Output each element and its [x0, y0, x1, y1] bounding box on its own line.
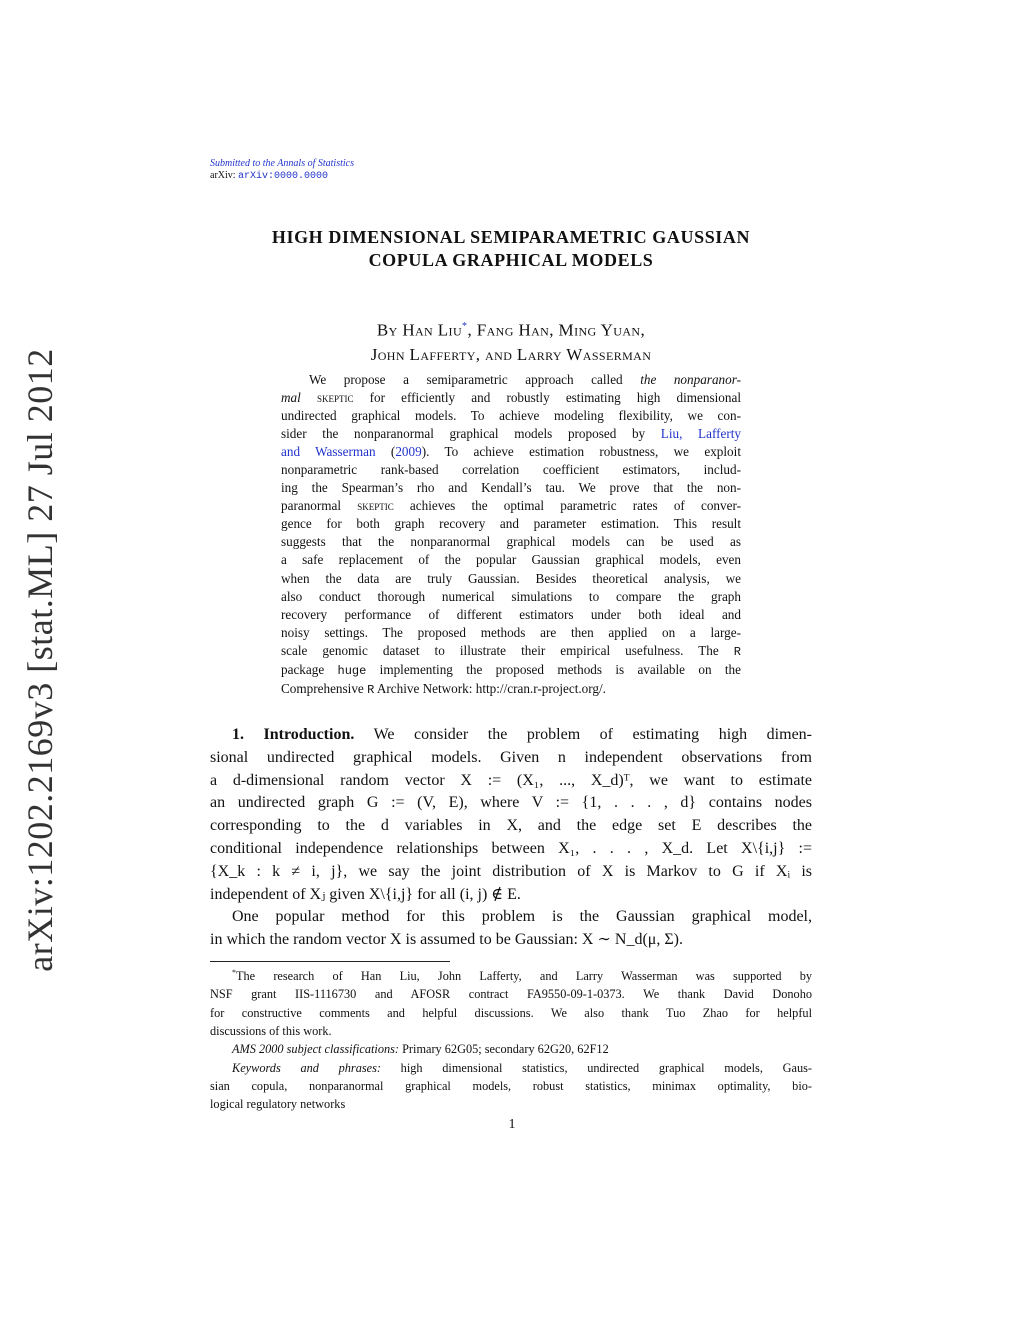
paper-title [210, 226, 812, 272]
arxiv-side-stamp-text: arXiv:1202.2169v3 [stat.ML] 27 Jul 2012 [20, 348, 60, 972]
arxiv-side-stamp [20, 348, 60, 972]
intro-line: independent of Xⱼ given X\{i,j} for all (i, j) ∉ E. [210, 885, 521, 903]
section-heading: 1. Introduction. [232, 726, 355, 743]
author-line-1: By Han Liu*, Fang Han, Ming Yuan, [376, 320, 646, 340]
footnote-line: NSF grant IIS-1116730 and AFOSR contract FA9550-09-1-0373. We thank David Donoho [210, 987, 812, 1002]
citation-year-link[interactable]: 2009 [395, 444, 422, 460]
footnote-divider [210, 961, 450, 962]
abstract-line: scale genomic dataset to illustrate their empirical usefulness. The R [281, 642, 741, 659]
abstract-line: when the data are truly Gaussian. Besides theoretical analysis, we [281, 570, 741, 586]
keywords-line: Keywords and phrases: high dimensional statistics, undirected graphical models, Gaus- [232, 1060, 812, 1075]
intro-line: in which the random vector X is assumed to be Gaussian: X ∼ N_d(μ, Σ). [210, 931, 683, 949]
abstract-line: nonparametric rank-based correlation coefficient estimators, includ- [281, 462, 741, 478]
intro-line: corresponding to the d variables in X, and the edge set E describes the [210, 817, 812, 835]
intro-line: a d-dimensional random vector X := (X₁, ..., X_d)ᵀ, we want to estimate [210, 771, 812, 789]
abstract-line: a safe replacement of the popular Gaussian graphical models, even [281, 552, 741, 568]
keywords-line: logical regulatory networks [210, 1097, 346, 1112]
ams-classification: AMS 2000 subject classifications: Primary 62G05; secondary 62G20, 62F12 [232, 1042, 609, 1057]
abstract-line: package huge implementing the proposed methods is available on the [281, 661, 741, 678]
abstract-line: undirected graphical models. To achieve modeling flexibility, we con- [281, 408, 741, 424]
intro-line: 1. Introduction. We consider the problem of estimating high dimen- [232, 726, 812, 743]
keywords-line: sian copula, nonparanormal graphical models, robust statistics, minimax optimality, bio- [210, 1078, 812, 1093]
journal-header [210, 158, 354, 183]
title-line-2: COPULA GRAPHICAL MODELS [368, 250, 654, 270]
introduction-section [210, 724, 812, 952]
arxiv-line: arXiv: arXiv:0000.0000 [210, 170, 329, 182]
arxiv-id-link[interactable]: arXiv:0000.0000 [238, 171, 329, 182]
citation-link[interactable]: Liu, Lafferty [660, 426, 741, 442]
abstract-line: paranormal skeptic achieves the optimal parametric rates of conver- [281, 498, 741, 514]
intro-line: sional undirected graphical models. Given n independent observations from [210, 748, 812, 766]
abstract-line: noisy settings. The proposed methods are then applied on a large- [281, 624, 741, 640]
intro-line: {X_k : k ≠ i, j}, we say the joint distribution of X is Markov to G if Xᵢ is [210, 862, 812, 880]
abstract-line: Comprehensive R Archive Network: http://cran.r-project.org/. [281, 680, 606, 697]
abstract-line: gence for both graph recovery and parameter estimation. This result [281, 516, 741, 532]
citation-link[interactable]: and Wasserman [281, 444, 376, 460]
intro-line: One popular method for this problem is the Gaussian graphical model, [232, 908, 812, 926]
abstract-line: suggests that the nonparanormal graphical models can be used as [281, 534, 741, 550]
footnotes [210, 964, 812, 1113]
intro-line: an undirected graph G := (V, E), where V := {1, . . . , d} contains nodes [210, 794, 812, 812]
footnote-line: for constructive comments and helpful discussions. We also thank Tuo Zhao for helpful [210, 1005, 812, 1020]
abstract-line: also conduct thorough numerical simulations to compare the graph [281, 588, 741, 604]
author-list [210, 315, 812, 367]
abstract-line: We propose a semiparametric approach called the nonparanor- [309, 372, 741, 387]
abstract-line: mal skeptic for efficiently and robustly estimating high dimensional [281, 390, 741, 406]
abstract [281, 371, 741, 699]
footnote-line: *The research of Han Liu, John Lafferty, and Larry Wasserman was supported by [232, 968, 812, 984]
abstract-line: recovery performance of different estimators under both ideal and [281, 606, 741, 622]
abstract-line: and Wasserman (2009). To achieve estimation robustness, we exploit [281, 444, 741, 460]
abstract-line: sider the nonparanormal graphical models proposed by Liu, Lafferty [281, 426, 741, 442]
title-line-1: HIGH DIMENSIONAL SEMIPARAMETRIC GAUSSIAN [271, 227, 751, 247]
intro-line: conditional independence relationships between X₁, . . . , X_d. Let X\{i,j} := [210, 839, 812, 857]
abstract-line: ing the Spearman’s rho and Kendall’s tau. We prove that the non- [281, 480, 741, 496]
author-line-2: John Lafferty, and Larry Wasserman [370, 344, 652, 364]
footnote-line: discussions of this work. [210, 1023, 332, 1038]
page-number: 1 [508, 1117, 516, 1132]
author-footnote-mark[interactable]: * [462, 321, 468, 332]
footnote-mark: * [232, 968, 236, 977]
submitted-line[interactable]: Submitted to the Annals of Statistics [210, 158, 354, 169]
